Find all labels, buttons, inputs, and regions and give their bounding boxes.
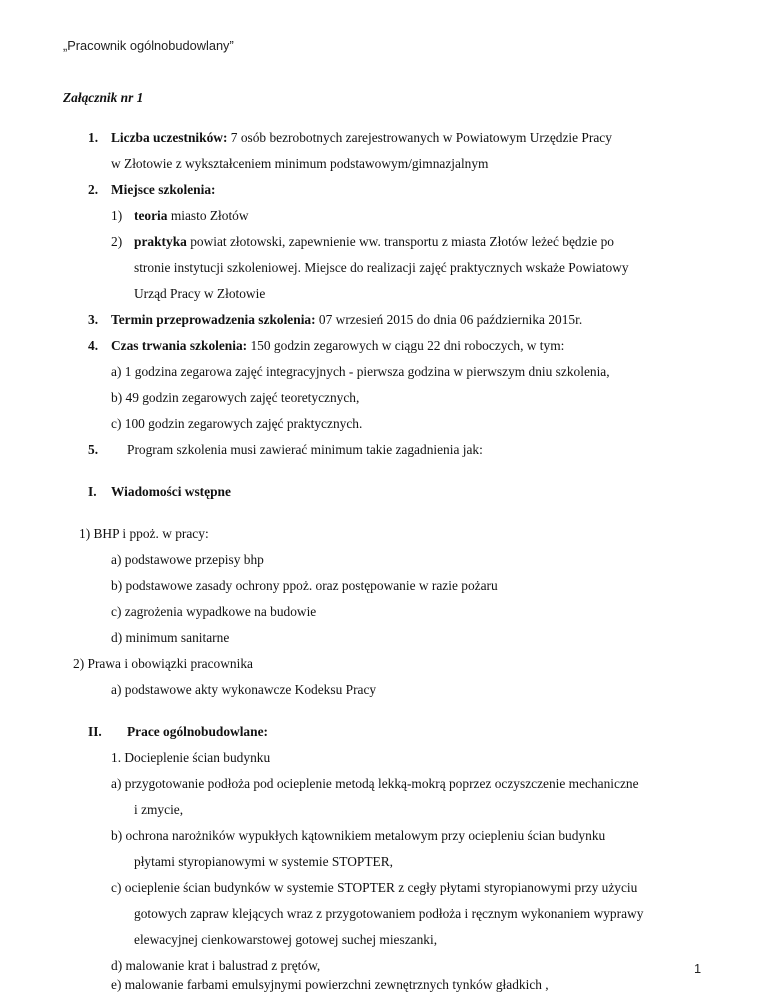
item-4-sub-b: b) 49 godzin zegarowych zajęć teoretycznych, — [111, 390, 360, 405]
item-2-sub-1-value: miasto Złotów — [167, 208, 249, 223]
item-1-value: 7 osób bezrobotnych zarejestrowanych w Powiatowym Urzędzie Pracy — [227, 130, 612, 145]
section-2-item-b-line-2: płytami styropianowymi w systemie STOPTER, — [134, 854, 394, 869]
section-2-item-e: e) malowanie farbami emulsyjnymi powierzchni zewnętrznych tynków gładkich , — [111, 977, 549, 992]
section-1-rights-a: a) podstawowe akty wykonawcze Kodeksu Pracy — [111, 682, 377, 697]
section-1-number: I. — [88, 484, 97, 499]
section-2-item-c-line-2: gotowych zapraw klejących wraz z przygotowaniem podłoża i ręcznym wykonaniem wyprawy — [134, 906, 644, 921]
section-2-item-d: d) malowanie krat i balustrad z prętów, — [111, 958, 321, 973]
section-1-title: Wiadomości wstępne — [111, 484, 231, 499]
item-5-number: 5. — [88, 442, 99, 457]
item-1-continuation: w Złotowie z wykształceniem minimum podstawowym/gimnazjalnym — [111, 156, 489, 171]
item-4-label: Czas trwania szkolenia: — [111, 338, 248, 353]
section-2-item-a-line-2: i zmycie, — [134, 802, 184, 817]
section-2-item-a-line-1: a) przygotowanie podłoża pod ocieplenie metodą lekką-mokrą poprzez oczyszczenie mechaniczne — [111, 776, 639, 791]
item-2-sub-1-number: 1) — [111, 208, 123, 223]
item-1-number: 1. — [88, 130, 99, 145]
item-3-number: 3. — [88, 312, 99, 327]
item-3-value: 07 wrzesień 2015 do dnia 06 października 2015r. — [315, 312, 583, 327]
item-2-sub-1-label: teoria — [134, 208, 168, 223]
section-2-item-b-line-1: b) ochrona narożników wypukłych kątownikiem metalowym przy ociepleniu ścian budynku — [111, 828, 606, 843]
page-number: 1 — [694, 961, 702, 976]
section-1-bhp-heading: 1) BHP i ppoż. w pracy: — [79, 526, 209, 541]
item-2-sub-2-label: praktyka — [134, 234, 187, 249]
item-4-sub-a: a) 1 godzina zegarowa zajęć integracyjnych - pierwsza godzina w pierwszym dniu szkolenia, — [111, 364, 610, 379]
item-2-label: Miejsce szkolenia: — [111, 182, 216, 197]
item-2-sub-2-text — [134, 235, 614, 248]
item-2-sub-2-continuation-2: Urząd Pracy w Złotowie — [134, 286, 266, 301]
item-3-text — [111, 313, 582, 326]
section-2-item-c-line-3: elewacyjnej cienkowarstowej gotowej suchej mieszanki, — [134, 932, 438, 947]
section-1-bhp-b: b) podstawowe zasady ochrony ppoż. oraz postępowanie w razie pożaru — [111, 578, 498, 593]
section-2-number: II. — [88, 724, 102, 739]
section-2-item-c-line-1: c) ocieplenie ścian budynków w systemie STOPTER z cegły płytami styropianowymi przy użyciu — [111, 880, 638, 895]
section-1-bhp-a: a) podstawowe przepisy bhp — [111, 552, 264, 567]
page-header: „Pracownik ogólnobudowlany” — [63, 38, 234, 53]
item-2-sub-1-text — [134, 209, 249, 222]
section-1-bhp-d: d) minimum sanitarne — [111, 630, 230, 645]
item-4-sub-c: c) 100 godzin zegarowych zajęć praktycznych. — [111, 416, 363, 431]
item-2-sub-2-number: 2) — [111, 234, 123, 249]
section-1-rights-heading: 2) Prawa i obowiązki pracownika — [73, 656, 253, 671]
item-2-number: 2. — [88, 182, 99, 197]
section-1-bhp-c: c) zagrożenia wypadkowe na budowie — [111, 604, 317, 619]
item-3-label: Termin przeprowadzenia szkolenia: — [111, 312, 316, 327]
item-4-value: 150 godzin zegarowych w ciągu 22 dni roboczych, w tym: — [247, 338, 565, 353]
item-5-text: Program szkolenia musi zawierać minimum takie zagadnienia jak: — [127, 442, 483, 457]
item-1-label: Liczba uczestników: — [111, 130, 228, 145]
section-2-sub-1: 1. Docieplenie ścian budynku — [111, 750, 271, 765]
item-2-sub-2-value: powiat złotowski, zapewnienie ww. transportu z miasta Złotów leżeć będzie po — [186, 234, 614, 249]
item-4-number: 4. — [88, 338, 99, 353]
item-4-text — [111, 339, 564, 352]
item-1-text — [111, 131, 612, 144]
annex-title: Załącznik nr 1 — [63, 90, 144, 105]
item-2-sub-2-continuation-1: stronie instytucji szkoleniowej. Miejsce do realizacji zajęć praktycznych wskaże Powiatowy — [134, 260, 629, 275]
section-2-title: Prace ogólnobudowlane: — [127, 724, 268, 739]
